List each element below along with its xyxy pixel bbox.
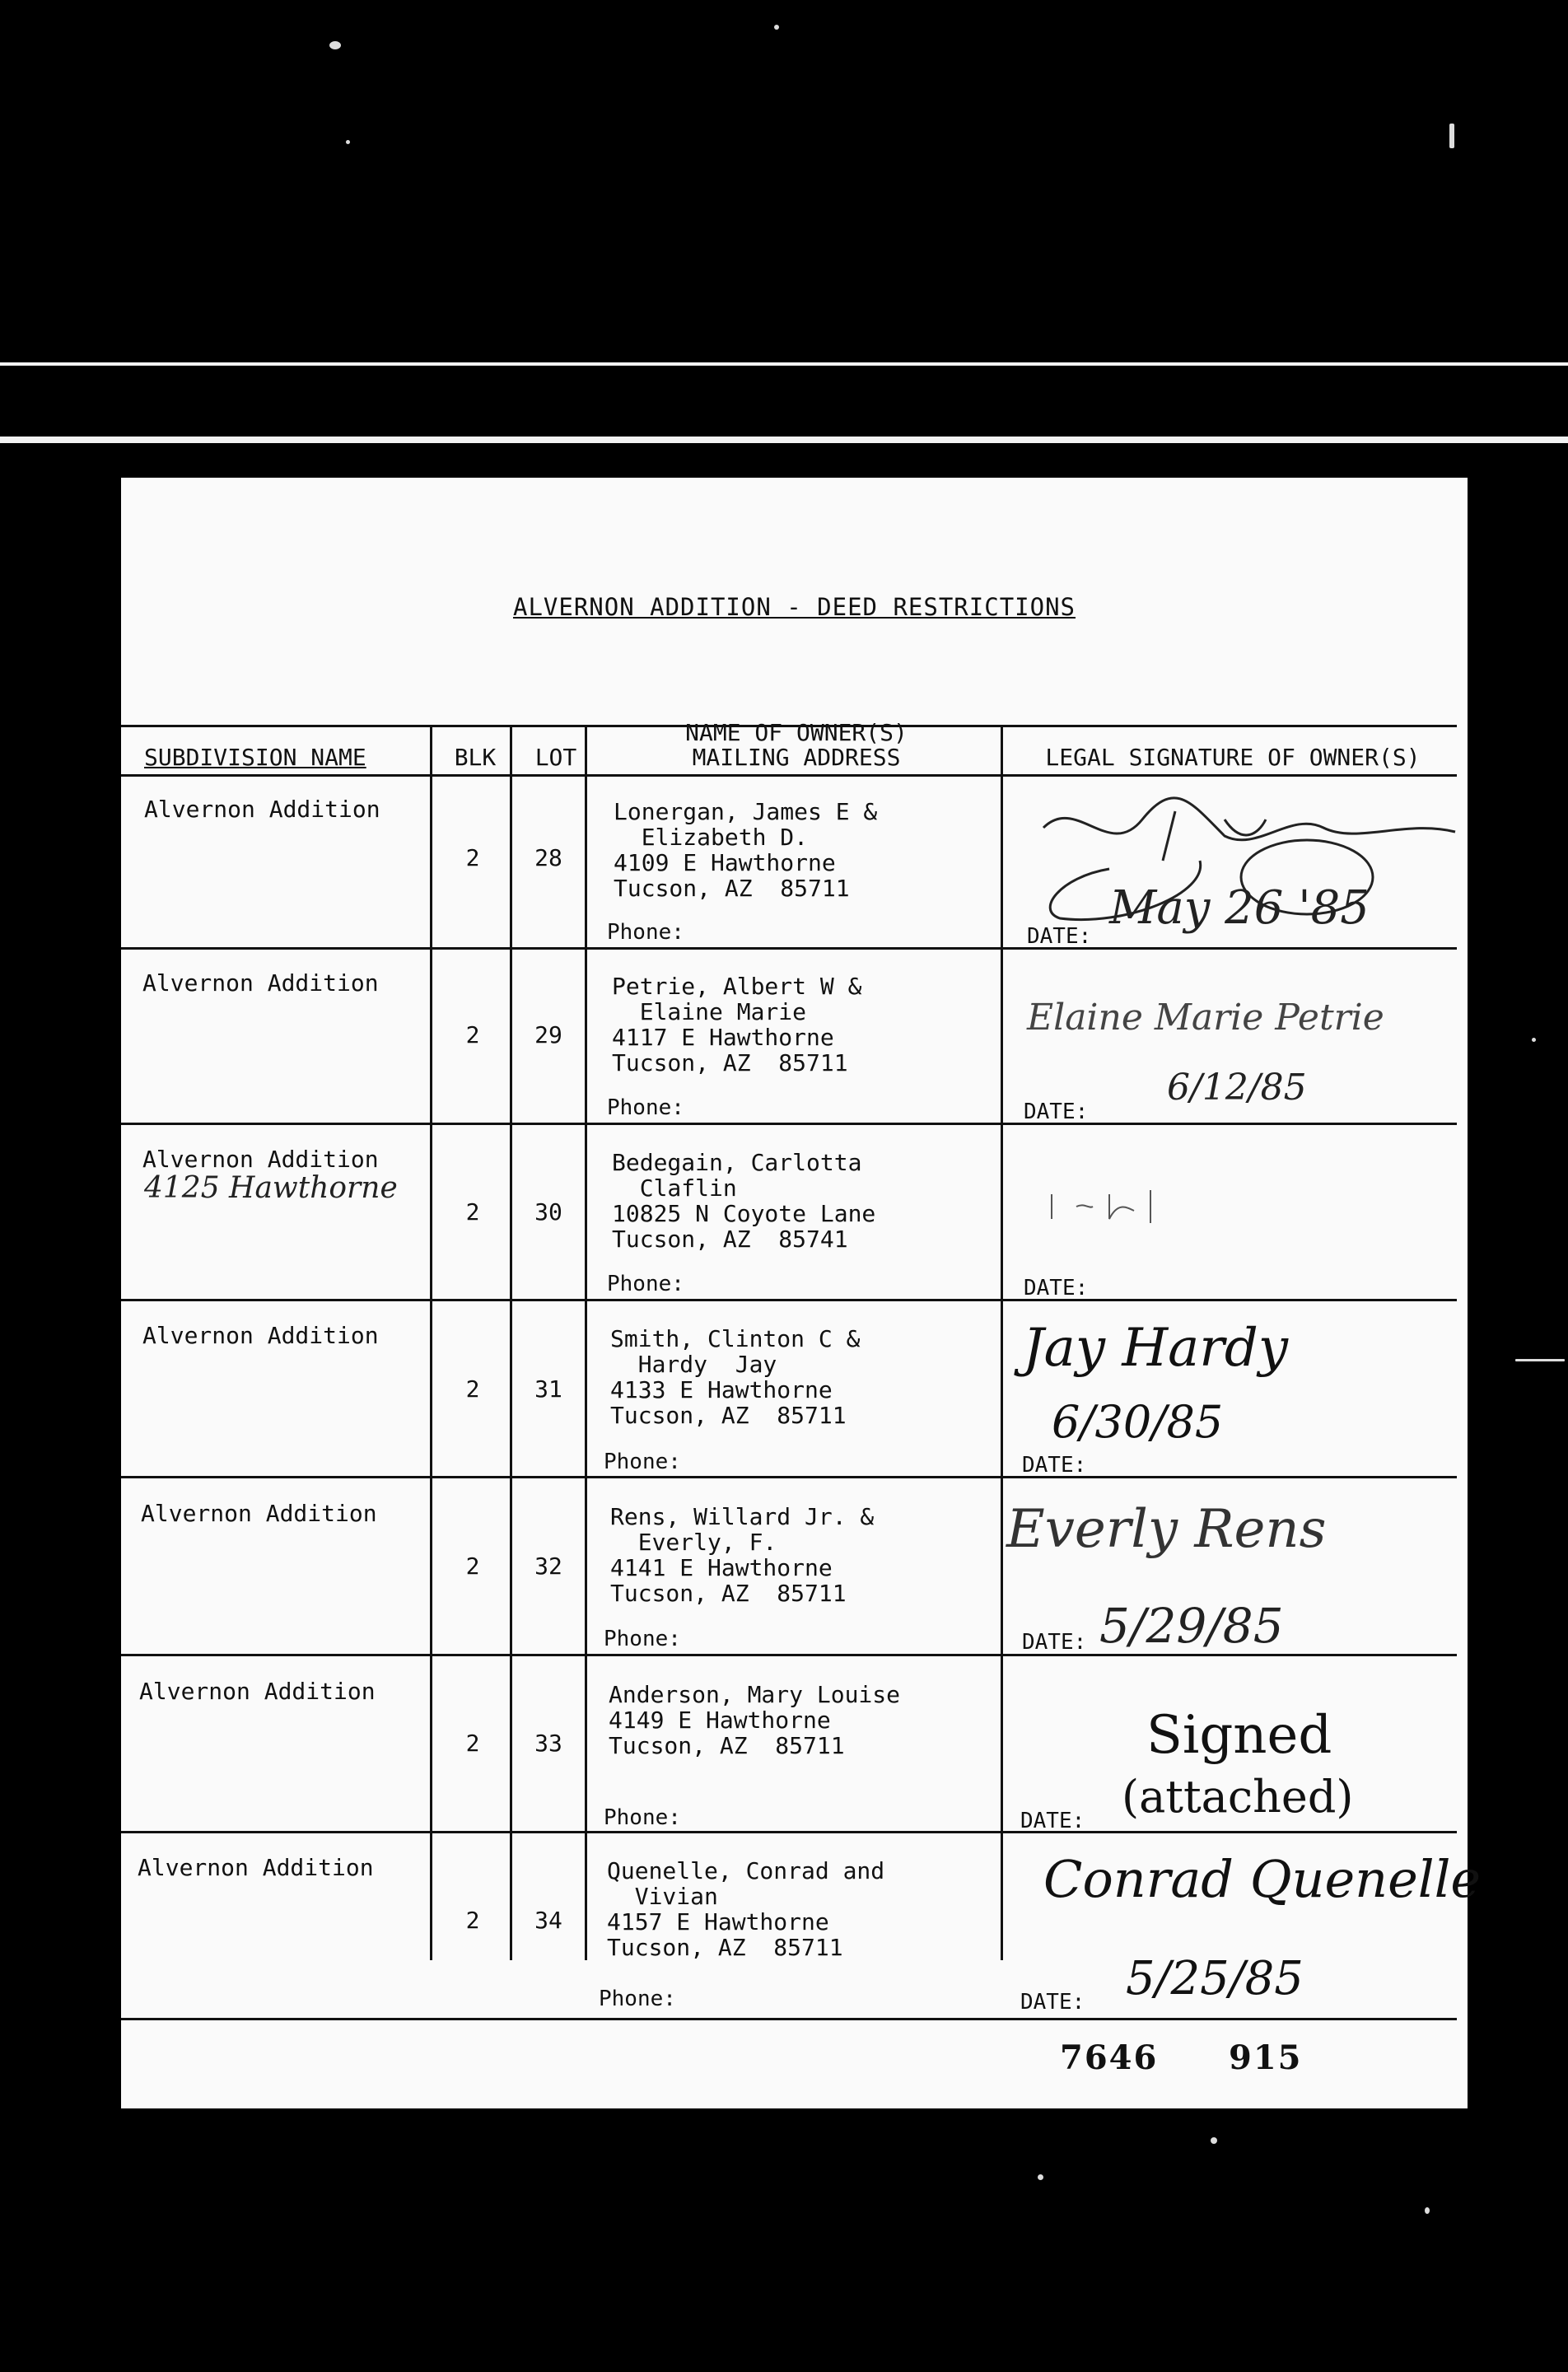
scan-speck <box>774 25 779 30</box>
lot-value: 30 <box>534 1198 562 1226</box>
scan-edge-line <box>0 362 1568 366</box>
signature-date: 5/29/85 <box>1099 1598 1284 1654</box>
lot-value: 31 <box>534 1375 562 1403</box>
scan-edge-line <box>0 437 1568 443</box>
lot-value: 29 <box>534 1021 562 1048</box>
column-divider <box>510 725 512 1960</box>
scan-speck <box>329 41 341 49</box>
scan-speck <box>346 140 350 144</box>
header-mailing-address: MAILING ADDRESS <box>692 744 901 771</box>
owner-signature-text: Signed <box>1146 1705 1332 1766</box>
column-divider <box>585 725 587 1960</box>
scan-speck <box>1449 124 1454 148</box>
phone-label: Phone: <box>599 1987 676 2011</box>
owner-address: Petrie, Albert W & Elaine Marie 4117 E Hawthorne Tucson, AZ 85711 <box>612 973 862 1076</box>
subdivision-name: Alvernon Addition <box>139 1678 376 1705</box>
deed-restriction-sheet <box>121 478 1482 2108</box>
header-signature: LEGAL SIGNATURE OF OWNER(S) <box>1045 744 1421 771</box>
document-title: ALVERNON ADDITION - DEED RESTRICTIONS <box>512 593 1076 621</box>
blk-value: 2 <box>465 1021 480 1048</box>
phone-label: Phone: <box>604 1450 681 1474</box>
header-lot: LOT <box>534 744 577 771</box>
subdivision-name: Alvernon Addition <box>144 796 380 823</box>
blk-value: 2 <box>465 1375 480 1403</box>
column-divider <box>430 725 432 1960</box>
row-rule <box>121 1831 1457 1833</box>
header-owner-name: NAME OF OWNER(S) <box>685 719 908 746</box>
signature-date: 5/25/85 <box>1126 1952 1304 2005</box>
owner-signature-text: Jay Hardy <box>1023 1318 1288 1379</box>
date-label: DATE: <box>1024 1100 1089 1124</box>
lot-value: 28 <box>534 844 562 871</box>
date-label: DATE: <box>1022 1630 1087 1655</box>
owner-signature-text: Everly Rens <box>1006 1499 1327 1560</box>
header-subdivision: SUBDIVISION NAME <box>144 744 366 771</box>
scan-speck <box>1515 1359 1565 1361</box>
signature-date: May 26 '85 <box>1109 881 1370 935</box>
phone-label: Phone: <box>607 1272 684 1296</box>
date-label: DATE: <box>1022 1453 1087 1478</box>
blk-value: 2 <box>465 1553 480 1580</box>
owner-address: Quenelle, Conrad and Vivian 4157 E Hawthorne Tucson, AZ 85711 <box>607 1857 885 1961</box>
subdivision-name: Alvernon Addition <box>142 1146 379 1173</box>
signature-date: 6/30/85 <box>1052 1396 1224 1448</box>
subdivision-name: Alvernon Addition <box>142 969 379 997</box>
page-number: 915 <box>1229 2038 1303 2077</box>
lot-value: 33 <box>534 1730 562 1757</box>
date-label: DATE: <box>1020 1990 1085 2015</box>
date-label: DATE: <box>1020 1809 1085 1833</box>
owner-address: Smith, Clinton C & Hardy Jay 4133 E Hawthorne Tucson, AZ 85711 <box>610 1325 861 1429</box>
scan-speck <box>1532 1038 1536 1042</box>
row-rule <box>121 1299 1457 1301</box>
owner-signature-text: Conrad Quenelle <box>1043 1849 1482 1909</box>
subdivision-note: 4125 Hawthorne <box>144 1171 398 1205</box>
scan-speck <box>1211 2137 1217 2144</box>
row-rule <box>121 1123 1457 1125</box>
row-rule <box>121 1654 1457 1656</box>
subdivision-name: Alvernon Addition <box>138 1854 374 1881</box>
signature-date: (attached) <box>1122 1771 1354 1823</box>
date-label: DATE: <box>1027 924 1092 949</box>
blk-value: 2 <box>465 1907 480 1934</box>
phone-label: Phone: <box>604 1805 681 1830</box>
column-divider <box>1001 725 1003 1960</box>
lot-value: 34 <box>534 1907 562 1934</box>
owner-address: Rens, Willard Jr. & Everly, F. 4141 E Hawthorne Tucson, AZ 85711 <box>610 1503 875 1607</box>
scan-speck <box>1038 2174 1043 2180</box>
owner-address: Bedegain, Carlotta Claflin 10825 N Coyote Lane Tucson, AZ 85741 <box>612 1149 876 1253</box>
row-rule <box>121 2018 1457 2020</box>
scan-speck <box>1425 2207 1430 2214</box>
row-rule <box>121 1476 1457 1478</box>
lot-value: 32 <box>534 1553 562 1580</box>
signature-date: 6/12/85 <box>1167 1067 1307 1109</box>
header-blk: BLK <box>454 744 497 771</box>
owner-signature-text: Elaine Marie Petrie <box>1027 997 1384 1039</box>
subdivision-name: Alvernon Addition <box>141 1500 377 1527</box>
subdivision-name: Alvernon Addition <box>142 1322 379 1349</box>
header-bottom-rule <box>121 774 1457 777</box>
date-label: DATE: <box>1024 1276 1089 1300</box>
phone-label: Phone: <box>607 920 684 945</box>
blk-value: 2 <box>465 844 480 871</box>
phone-label: Phone: <box>604 1627 681 1651</box>
owner-address: Lonergan, James E & Elizabeth D. 4109 E Hawthorne Tucson, AZ 85711 <box>614 798 878 902</box>
owner-address: Anderson, Mary Louise 4149 E Hawthorne Tucson, AZ 85711 <box>609 1681 901 1759</box>
blk-value: 2 <box>465 1730 480 1757</box>
blk-value: 2 <box>465 1198 480 1226</box>
book-number: 7646 <box>1060 2038 1159 2077</box>
phone-label: Phone: <box>607 1095 684 1120</box>
